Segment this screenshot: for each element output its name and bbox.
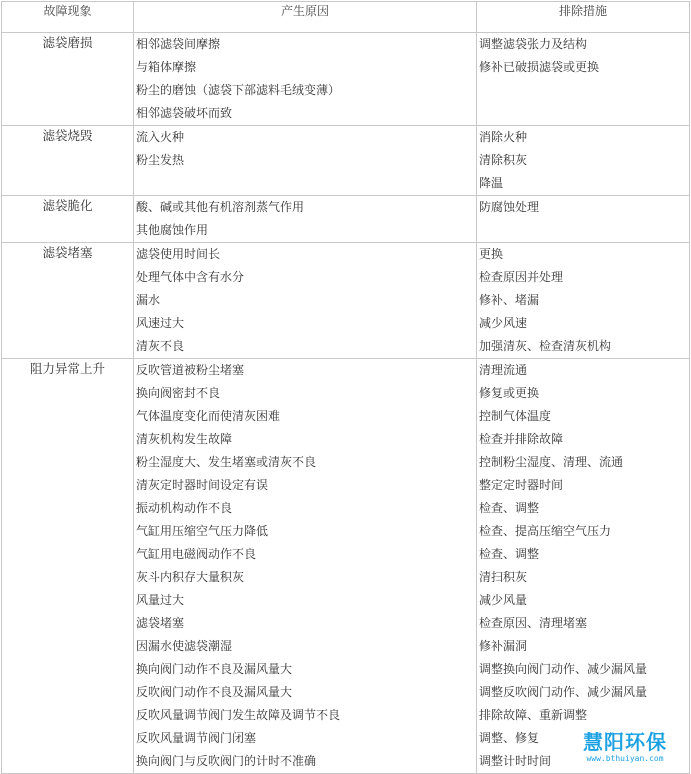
remedy-line: 检查原因并处理 [479,270,564,284]
fault-cell: 滤袋烧毁 [2,126,134,196]
header-fault: 故障现象 [2,2,134,33]
cause-line [134,172,476,195]
fault-cell: 滤袋脆化 [2,196,134,243]
remedy-line: 检查、提高压缩空气压力 [479,524,612,538]
remedy-line: 防腐蚀处理 [479,200,540,214]
cause-line: 粉尘湿度大、发生堵塞或清灰不良 [136,455,317,469]
remedy-cell [477,126,690,196]
remedy-line: 清除积灰 [479,153,528,167]
table-row [2,33,690,126]
cause-cell [134,243,477,359]
remedy-line: 控制气体温度 [479,409,552,423]
cause-cell [134,359,477,774]
remedy-line: 修补已破损滤袋或更换 [479,60,600,74]
header-remedy: 排除措施 [477,2,690,33]
remedy-cell [477,33,690,126]
cause-line: 流入火种 [136,130,185,144]
cause-line: 粉尘发热 [136,153,185,167]
remedy-cell [477,243,690,359]
remedy-line: 控制粉尘湿度、清理、流通 [479,455,624,469]
cause-line: 换向阀门与反吹阀门的计时不准确 [136,754,317,768]
remedy-line: 减少风量 [479,593,528,607]
remedy-line: 调整滤袋张力及结构 [479,37,588,51]
remedy-line: 修复或更换 [479,386,540,400]
cause-cell [134,33,477,126]
remedy-line: 消除火种 [479,130,528,144]
remedy-line: 调整计时时间 [479,754,552,768]
remedy-line: 整定定时器时间 [479,478,564,492]
remedy-line: 调整换向阀门动作、减少漏风量 [479,662,648,676]
remedy-line: 检查、调整 [479,501,540,515]
remedy-line [477,79,689,102]
table-row [2,359,690,774]
cause-line: 滤袋使用时间长 [136,247,221,261]
remedy-line: 更换 [479,247,504,261]
remedy-line: 调整、修复 [479,731,540,745]
remedy-line: 检查并排除故障 [479,432,564,446]
cause-line: 灰斗内积存大量积灰 [136,570,245,584]
cause-line: 清灰不良 [136,339,185,353]
remedy-line: 清扫积灰 [479,570,528,584]
table-row [2,126,690,196]
remedy-line: 调整反吹阀门动作、减少漏风量 [479,685,648,699]
cause-line: 反吹风量调节阀门闭塞 [136,731,257,745]
fault-cell: 滤袋堵塞 [2,243,134,359]
cause-line: 酸、碱或其他有机溶剂蒸气作用 [136,200,305,214]
remedy-cell [477,359,690,774]
table-row [2,196,690,243]
cause-cell [134,126,477,196]
cause-cell [134,196,477,243]
cause-line: 处理气体中含有水分 [136,270,245,284]
cause-line: 清灰定时器时间设定有误 [136,478,269,492]
watermark-url: www.bthuiyan.com [586,754,664,763]
cause-line: 气体温度变化而使清灰困难 [136,409,281,423]
cause-line: 反吹管道被粉尘堵塞 [136,363,245,377]
cause-line: 风速过大 [136,316,185,330]
cause-line: 反吹阀门动作不良及漏风量大 [136,685,293,699]
cause-line: 清灰机构发生故障 [136,432,233,446]
cause-line: 相邻滤袋间摩擦 [136,37,221,51]
cause-line: 风量过大 [136,593,185,607]
cause-line: 与箱体摩擦 [136,60,197,74]
cause-line: 振动机构动作不良 [136,501,233,515]
remedy-line: 清理流通 [479,363,528,377]
fault-cell: 滤袋磨损 [2,33,134,126]
remedy-line: 检查原因、清理堵塞 [479,616,588,630]
cause-line: 滤袋堵塞 [136,616,185,630]
cause-line: 粉尘的磨蚀（滤袋下部滤料毛绒变薄） [136,83,341,97]
cause-line: 换向阀密封不良 [136,386,221,400]
remedy-line: 排除故障、重新调整 [479,708,588,722]
cause-line: 气缸用压缩空气压力降低 [136,524,269,538]
cause-line: 换向阀门动作不良及漏风量大 [136,662,293,676]
cause-line: 相邻滤袋破坏而致 [136,106,233,120]
fault-cell: 阻力异常上升 [2,359,134,774]
cause-line: 气缸用电磁阀动作不良 [136,547,257,561]
remedy-line [477,102,689,125]
remedy-line: 修补、堵漏 [479,293,540,307]
remedy-line: 减少风速 [479,316,528,330]
remedy-cell [477,196,690,243]
remedy-line: 检查、调整 [479,547,540,561]
remedy-line: 修补漏洞 [479,639,528,653]
cause-line: 反吹风量调节阀门发生故障及调节不良 [136,708,341,722]
watermark-logo [562,730,688,770]
cause-line: 漏水 [136,293,161,307]
watermark-title: 慧阳环保 [583,730,667,754]
table-row [2,243,690,359]
remedy-line [477,219,689,242]
remedy-line: 降温 [479,176,504,190]
cause-line: 其他腐蚀作用 [136,223,209,237]
cause-line: 因漏水使滤袋潮湿 [136,639,233,653]
remedy-line: 加强清灰、检查清灰机构 [479,339,612,353]
header-row [2,2,690,33]
fault-table [1,1,690,774]
header-cause: 产生原因 [134,2,477,33]
